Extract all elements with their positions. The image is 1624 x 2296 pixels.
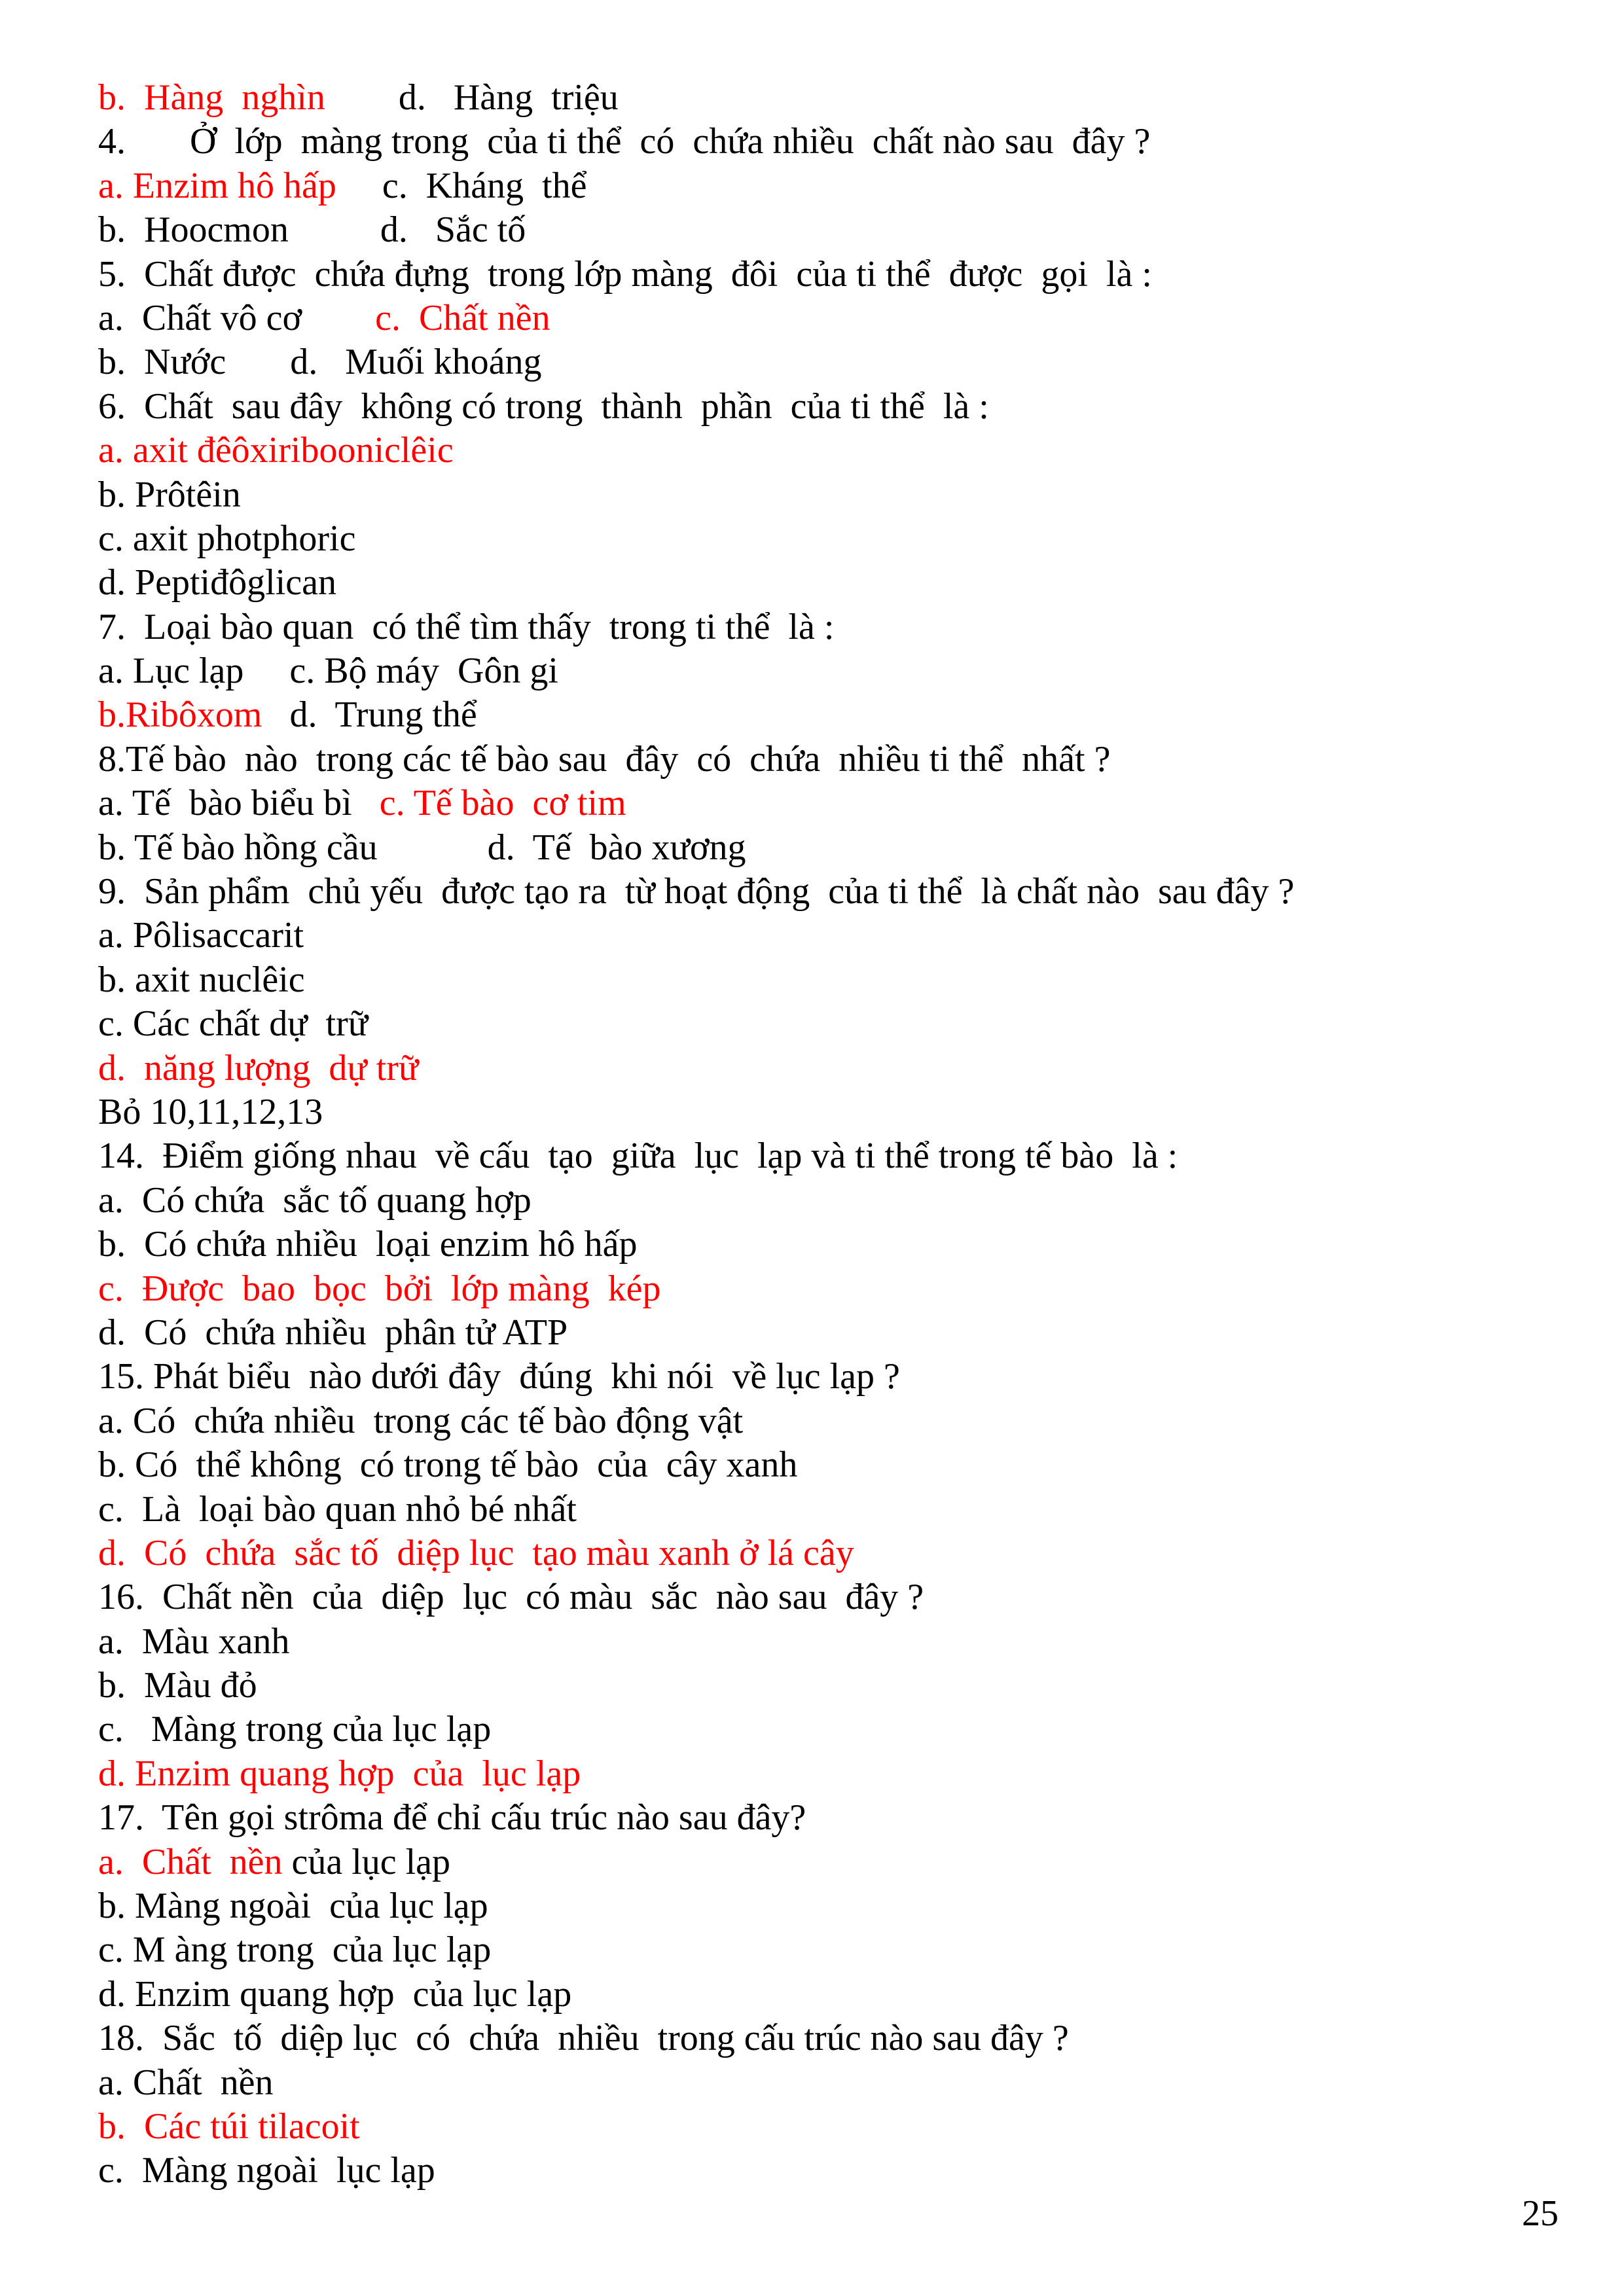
text-line — [98, 76, 1571, 120]
answer-text: a. Chất nền — [98, 1841, 283, 1882]
question-text: c. Là loại bào quan nhỏ bé nhất — [98, 1488, 577, 1530]
text-line — [98, 1134, 1571, 1178]
text-line — [98, 429, 1571, 473]
question-text: 16. Chất nền của diệp lục có màu sắc nào sau đây ? — [98, 1577, 924, 1618]
answer-text: b.Ribôxom — [98, 694, 262, 736]
question-text: d. Hàng triệu — [325, 77, 619, 118]
text-line — [98, 958, 1571, 1002]
text-line — [98, 1796, 1571, 1840]
answer-text: a. Enzim hô hấp — [98, 165, 336, 206]
text-line — [98, 914, 1571, 958]
answer-text: d. Enzim quang hợp của lục lạp — [98, 1753, 581, 1794]
text-line — [98, 1840, 1571, 1884]
text-line — [98, 870, 1571, 914]
page-number: 25 — [1522, 2193, 1559, 2234]
answer-text: c. Tế bào cơ tim — [379, 783, 626, 824]
question-text: Bỏ 10,11,12,13 — [98, 1091, 323, 1132]
text-line — [98, 561, 1571, 605]
text-line — [98, 1884, 1571, 1928]
text-line — [98, 1708, 1571, 1751]
question-text: b. Prôtêin — [98, 474, 241, 515]
question-text: 18. Sắc tố diệp lục có chứa nhiều trong cấu trúc nào sau đây ? — [98, 2018, 1069, 2059]
text-line — [98, 649, 1571, 693]
document-body — [98, 76, 1571, 2193]
text-line — [98, 1179, 1571, 1223]
question-text: 5. Chất được chứa đựng trong lớp màng đôi của ti thể được gọi là : — [98, 253, 1152, 295]
text-line — [98, 120, 1571, 164]
text-line — [98, 296, 1571, 340]
text-line — [98, 253, 1571, 296]
question-text: c. M àng trong của lục lạp — [98, 1929, 492, 1971]
text-line — [98, 1267, 1571, 1311]
question-text: a. Có chứa nhiều trong các tế bào động vật — [98, 1400, 744, 1441]
question-text: c. Các chất dự trữ — [98, 1003, 369, 1045]
text-line — [98, 738, 1571, 781]
text-line — [98, 1399, 1571, 1443]
text-line — [98, 164, 1571, 208]
question-text: d. Peptiđôglican — [98, 562, 336, 603]
question-text: 7. Loại bào quan có thể tìm thấy trong ti thể là : — [98, 606, 835, 647]
question-text: 17. Tên gọi strôma để chỉ cấu trúc nào sau đây? — [98, 1797, 806, 1839]
question-text: 14. Điểm giống nhau về cấu tạo giữa lục lạp và ti thể trong tế bào là : — [98, 1136, 1178, 1177]
text-line — [98, 1664, 1571, 1708]
question-text: c. Kháng thể — [336, 165, 587, 206]
text-line — [98, 1752, 1571, 1796]
text-line — [98, 1973, 1571, 2017]
question-text: 8.Tế bào nào trong các tế bào sau đây có chứa nhiều ti thể nhất ? — [98, 738, 1111, 780]
text-line — [98, 340, 1571, 384]
text-line — [98, 2061, 1571, 2105]
text-line — [98, 1047, 1571, 1090]
question-text: b. Có chứa nhiều loại enzim hô hấp — [98, 1224, 638, 1265]
text-line — [98, 2017, 1571, 2060]
question-text: c. axit photphoric — [98, 518, 356, 559]
answer-text: c. Chất nền — [375, 297, 550, 338]
text-line — [98, 826, 1571, 870]
question-text: b. Tế bào hồng cầu d. Tế bào xương — [98, 827, 746, 868]
text-line — [98, 1928, 1571, 1972]
question-text: 15. Phát biểu nào dưới đây đúng khi nói về lục lạp ? — [98, 1356, 900, 1397]
text-line — [98, 517, 1571, 561]
text-line — [98, 1311, 1571, 1355]
question-text: a. Chất vô cơ — [98, 297, 376, 338]
answer-text: d. năng lượng dự trữ — [98, 1047, 419, 1088]
question-text: c. Màng ngoài lục lạp — [98, 2150, 435, 2191]
question-text: 9. Sản phẩm chủ yếu được tạo ra từ hoạt động của ti thể là chất nào sau đây ? — [98, 871, 1295, 912]
text-line — [98, 693, 1571, 737]
question-text: d. Enzim quang hợp của lục lạp — [98, 1973, 572, 2015]
text-line — [98, 605, 1571, 649]
question-text: của lục lạp — [282, 1841, 451, 1882]
answer-text: c. Được bao bọc bởi lớp màng kép — [98, 1268, 661, 1309]
question-text: d. Có chứa nhiều phân tử ATP — [98, 1312, 568, 1353]
text-line — [98, 1532, 1571, 1575]
answer-text: d. Có chứa sắc tố diệp lục tạo màu xanh ở lá cây — [98, 1532, 854, 1573]
text-line — [98, 1575, 1571, 1619]
text-line — [98, 2149, 1571, 2193]
answer-text: b. Các túi tilacoit — [98, 2106, 360, 2147]
question-text: a. Pôlisaccarit — [98, 915, 304, 956]
question-text: d. Trung thể — [262, 694, 477, 736]
text-line — [98, 1488, 1571, 1532]
question-text: b. Màu đỏ — [98, 1665, 257, 1706]
answer-text: b. Hàng nghìn — [98, 77, 325, 118]
question-text: b. Màng ngoài của lục lạp — [98, 1886, 488, 1927]
question-text: b. Nước d. Muối khoáng — [98, 342, 542, 383]
text-line — [98, 2105, 1571, 2149]
text-line — [98, 208, 1571, 252]
question-text: a. Tế bào biểu bì — [98, 783, 380, 824]
text-line — [98, 473, 1571, 517]
question-text: b. Có thể không có trong tế bào của cây xanh — [98, 1444, 798, 1486]
question-text: 6. Chất sau đây không có trong thành phần của ti thể là : — [98, 386, 989, 427]
question-text: a. Lục lạp c. Bộ máy Gôn gi — [98, 651, 558, 692]
text-line — [98, 1090, 1571, 1134]
text-line — [98, 1223, 1571, 1266]
question-text: c. Màng trong của lục lạp — [98, 1709, 492, 1750]
question-text: 4. Ở lớp màng trong của ti thể có chứa nhiều chất nào sau đây ? — [98, 121, 1151, 162]
text-line — [98, 1355, 1571, 1399]
question-text: b. Hoocmon d. Sắc tố — [98, 209, 526, 251]
question-text: a. Có chứa sắc tố quang hợp — [98, 1179, 532, 1221]
text-line — [98, 385, 1571, 429]
answer-text: a. axit đêôxiribooniclêic — [98, 430, 454, 471]
question-text: b. axit nuclêic — [98, 959, 305, 1000]
text-line — [98, 781, 1571, 825]
question-text: a. Chất nền — [98, 2062, 274, 2103]
text-line — [98, 1002, 1571, 1046]
text-line — [98, 1443, 1571, 1487]
text-line — [98, 1620, 1571, 1664]
question-text: a. Màu xanh — [98, 1621, 290, 1662]
